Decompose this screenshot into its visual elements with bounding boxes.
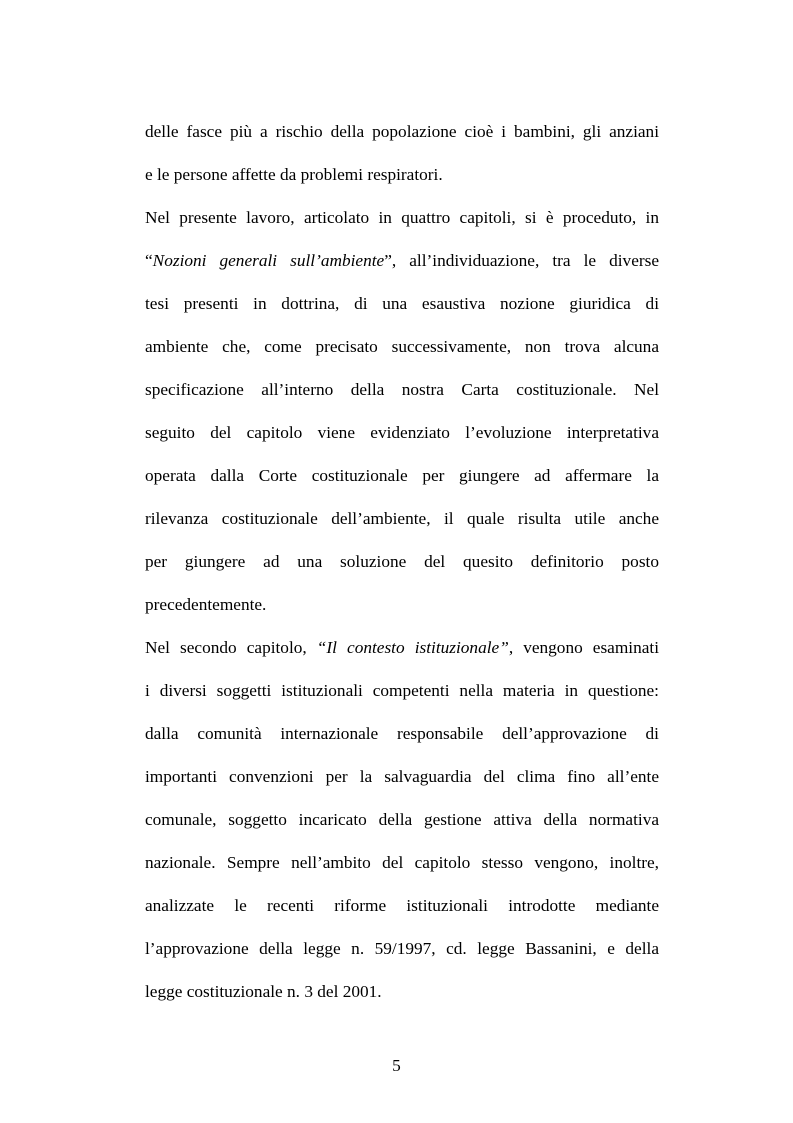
text-line: l’approvazione della legge n. 59/1997, cd. legge Bassanini, e della [145,939,659,958]
quote-open: “ [145,251,153,270]
text-line: tesi presenti in dottrina, di una esaustiva nozione giuridica di [145,294,659,313]
text-line: specificazione all’interno della nostra Carta costituzionale. Nel [145,380,659,399]
text-line: analizzate le recenti riforme istituzionali introdotte mediante [145,896,659,915]
text-segment: Nel secondo capitolo, [145,638,317,657]
text-line: seguito del capitolo viene evidenziato l’evoluzione interpretativa [145,423,659,442]
text-line: per giungere ad una soluzione del quesito definitorio posto [145,552,659,571]
chapter-title-italic: “Il contesto istituzionale” [316,638,509,657]
text-line: rilevanza costituzionale dell’ambiente, il quale risulta utile anche [145,509,659,528]
text-line: i diversi soggetti istituzionali competenti nella materia in questione: [145,681,659,700]
text-line: dalla comunità internazionale responsabile dell’approvazione di [145,724,659,743]
text-line [145,250,659,272]
text-segment: , vengono esaminati [508,638,660,657]
page-number: 5 [392,1056,401,1075]
text-line: e le persone affette da problemi respiratori. [145,165,443,184]
text-line: legge costituzionale n. 3 del 2001. [145,982,382,1001]
text-line: nazionale. Sempre nell’ambito del capitolo stesso vengono, inoltre, [145,853,659,872]
text-line: operata dalla Corte costituzionale per giungere ad affermare la [145,466,659,485]
text-line: comunale, soggetto incaricato della gestione attiva della normativa [145,810,659,829]
text-line: ambiente che, come precisato successivamente, non trova alcuna [145,337,659,356]
text-line: importanti convenzioni per la salvaguardia del clima fino all’ente [145,767,659,786]
text-line: Nel presente lavoro, articolato in quattro capitoli, si è proceduto, in [145,208,659,227]
chapter-title-italic: Nozioni generali sull’ambiente [152,251,385,270]
text-segment: ”, all’individuazione, tra le diverse [384,251,660,270]
text-line: precedentemente. [145,595,267,614]
text-line: delle fasce più a rischio della popolazione cioè i bambini, gli anziani [145,122,659,141]
text-line [145,637,659,659]
